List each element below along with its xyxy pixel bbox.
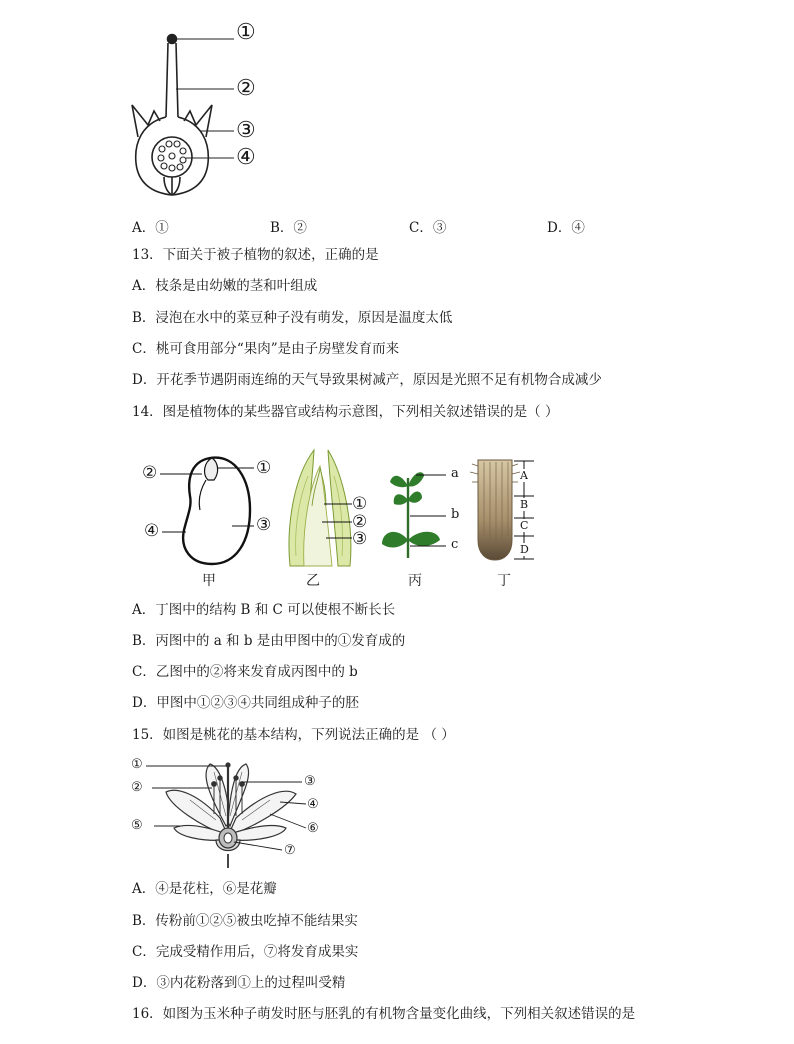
- seed-label-1: ①: [256, 458, 272, 478]
- flower-label-1: ①: [131, 757, 143, 772]
- seed-label-4: ④: [144, 521, 160, 541]
- root-tip-figure: [470, 456, 550, 566]
- q13-stem: 13．下面关于被子植物的叙述，正确的是: [132, 247, 379, 263]
- figure-caption-ding: 丁: [497, 573, 511, 589]
- bud-label-2: ②: [352, 512, 368, 532]
- q14-option-d[interactable]: D．甲图中①②③④共同组成种子的胚: [132, 695, 359, 711]
- flower-label-3: ③: [304, 774, 316, 789]
- figure-caption-jia: 甲: [202, 573, 216, 589]
- figure-caption-bing: 丙: [408, 573, 422, 589]
- q12-option-d[interactable]: D．④: [547, 220, 585, 236]
- q15-option-d[interactable]: D．③内花粉落到①上的过程叫受精: [132, 975, 346, 991]
- q16-stem: 16．如图为玉米种子萌发时胚与胚乳的有机物含量变化曲线，下列相关叙述错误的是: [132, 1006, 636, 1022]
- figure-caption-yi: 乙: [306, 573, 320, 589]
- root-label-B: B: [520, 498, 529, 511]
- pistil-label-4: ④: [236, 145, 256, 170]
- root-label-C: C: [520, 519, 529, 532]
- flower-label-7: ⑦: [284, 843, 296, 858]
- pistil-label-1: ①: [236, 20, 256, 45]
- q14-stem: 14．图是植物体的某些器官或结构示意图，下列相关叙述错误的是（ ）: [132, 404, 559, 420]
- q14-option-b[interactable]: B．丙图中的 a 和 b 是由甲图中的①发育成的: [132, 633, 406, 649]
- root-label-A: A: [520, 469, 528, 482]
- q13-option-b[interactable]: B．浸泡在水中的菜豆种子没有萌发，原因是温度太低: [132, 310, 453, 326]
- q12-option-c[interactable]: C．③: [409, 220, 447, 236]
- seedling-label-b: b: [451, 507, 460, 522]
- pistil-label-2: ②: [236, 76, 256, 101]
- q13-option-c[interactable]: C．桃可食用部分“果肉”是由子房壁发育而来: [132, 341, 400, 357]
- pistil-label-3: ③: [236, 118, 256, 143]
- seedling-label-c: c: [451, 537, 459, 552]
- q14-option-a[interactable]: A．丁图中的结构 B 和 C 可以使根不断长长: [132, 602, 396, 618]
- bud-label-3: ③: [352, 529, 368, 549]
- seed-label-3: ③: [256, 515, 272, 535]
- q14-option-c[interactable]: C．乙图中的②将来发育成丙图中的 b: [132, 664, 358, 680]
- q15-option-b[interactable]: B．传粉前①②⑤被虫吃掉不能结果实: [132, 913, 358, 929]
- flower-label-4: ④: [307, 797, 319, 812]
- q15-option-a[interactable]: A．④是花柱，⑥是花瓣: [132, 881, 277, 897]
- bud-label-1: ①: [352, 494, 368, 514]
- q13-option-a[interactable]: A．枝条是由幼嫩的茎和叶组成: [132, 278, 318, 294]
- root-label-D: D: [520, 543, 529, 556]
- q12-option-a[interactable]: A．①: [132, 220, 169, 236]
- q15-option-c[interactable]: C．完成受精作用后，⑦将发育成果实: [132, 944, 359, 960]
- flower-label-6: ⑥: [307, 821, 319, 836]
- q15-stem: 15．如图是桃花的基本结构，下列说法正确的是 （ ）: [132, 727, 455, 743]
- flower-label-2: ②: [131, 780, 143, 795]
- q12-options: [132, 216, 652, 234]
- q12-option-b[interactable]: B．②: [270, 220, 307, 236]
- flower-label-5: ⑤: [131, 818, 143, 833]
- q13-option-d[interactable]: D．开花季节遇阴雨连绵的天气导致果树减产，原因是光照不足有机物合成减少: [132, 372, 602, 388]
- peach-flower-figure: [130, 756, 330, 868]
- seed-label-2: ②: [142, 463, 158, 483]
- seedling-label-a: a: [451, 466, 459, 481]
